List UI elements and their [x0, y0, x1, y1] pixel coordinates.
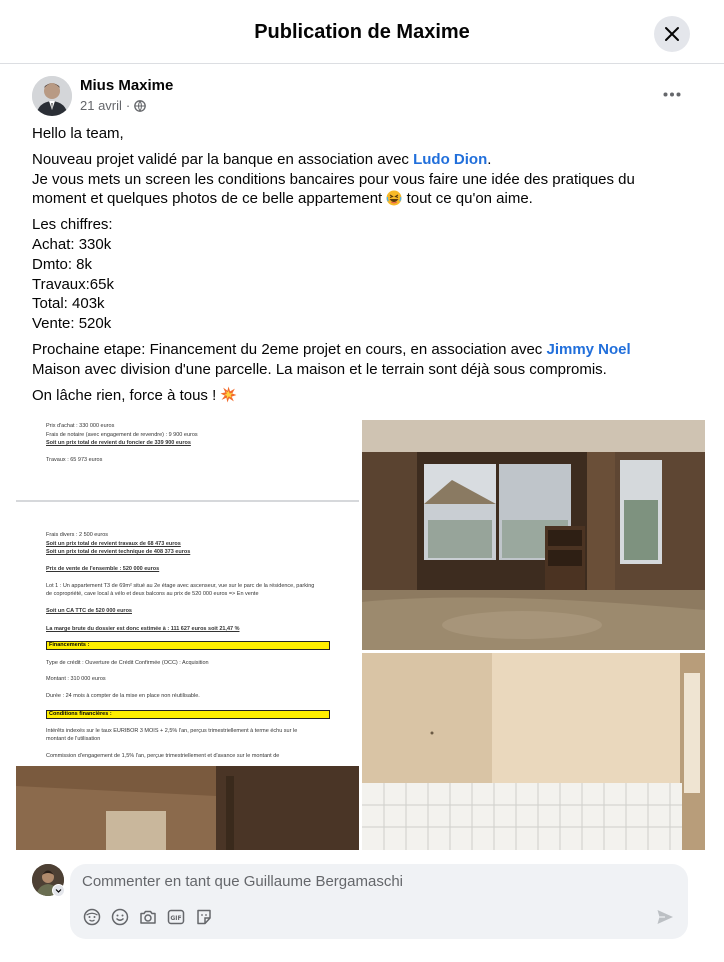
- room-photo-strip: [16, 766, 359, 850]
- commenter-avatar[interactable]: [32, 864, 64, 896]
- figure-item: Vente: 520k: [32, 315, 112, 333]
- figure-item: Total: 403k: [32, 295, 105, 313]
- page-title: Publication de Maxime: [254, 21, 470, 43]
- paragraph-next-step: [32, 340, 692, 380]
- post-meta: [80, 98, 146, 113]
- close-icon: [664, 26, 680, 42]
- gif-icon: [167, 908, 185, 926]
- doc-line: La marge brute du dossier est donc estimée à : 111 627 euros soit 21,47 %: [46, 626, 240, 632]
- doc-line: Intérêts indexés sur le taux EURIBOR 3 MOIS + 2,5% l'an, perçus trimestriellement à terme échu sur le: [46, 728, 298, 734]
- intro-text: Nouveau projet validé par la banque en association avec: [32, 150, 414, 168]
- doc-line: Soit un prix total de revient travaux de 68 473 euros: [46, 541, 181, 547]
- send-icon: [656, 908, 674, 926]
- figure-item: Achat: 330k: [32, 235, 112, 253]
- intro-period: .: [487, 150, 492, 168]
- post-body: [32, 124, 692, 411]
- doc-line: Soit un CA TTC de 520 000 euros: [46, 608, 132, 614]
- emoji-button[interactable]: [110, 907, 129, 926]
- meta-separator: ·: [125, 98, 131, 113]
- living-room-image: [362, 420, 705, 650]
- next-step-text: Prochaine etape: Financement du 2eme projet en cours, en association avec: [32, 340, 547, 358]
- doc-line: Durée : 24 mois à compter de la mise en place non réutilisable.: [46, 693, 200, 699]
- doc-line: Lot 1 : Un appartement T3 de 69m² situé au 2e étage avec ascenseur, vue sur le parc de la résidence, parking: [46, 583, 315, 589]
- doc-line: montant de l'utilisation: [46, 736, 101, 742]
- sticker-icon: [195, 908, 213, 926]
- comment-toolbar: [82, 907, 213, 926]
- photo-living-room[interactable]: [362, 420, 705, 650]
- camera-button[interactable]: [138, 907, 157, 926]
- next-step-line2: Maison avec division d'une parcelle. La maison et le terrain sont déjà sous compromis.: [32, 360, 607, 378]
- mention-jimmy-noel[interactable]: Jimmy Noel: [546, 340, 631, 358]
- doc-line: Montant : 310 000 euros: [46, 676, 106, 682]
- doc-line: Prix de vente de l'ensemble : 520 000 euros: [46, 566, 160, 572]
- avatar-sticker-icon: [83, 908, 101, 926]
- author-name[interactable]: Mius Maxime: [80, 77, 174, 94]
- kitchen-image: [362, 653, 705, 850]
- doc-highlight-financements: Financements :: [46, 641, 330, 650]
- camera-icon: [139, 908, 157, 926]
- doc-line: Prix d'achat : 330 000 euros: [46, 423, 115, 429]
- emoji-icon: [111, 908, 129, 926]
- comment-input[interactable]: Commenter en tant que Guillaume Bergamaschi: [82, 873, 403, 890]
- doc-line: de copropriété, cave local à vélo et deux balcons au prix de 520 000 euros => En vente: [46, 591, 259, 597]
- figure-item: Dmto: 8k: [32, 255, 93, 273]
- laughing-emoji-icon: [386, 190, 402, 206]
- post-date[interactable]: 21 avril: [80, 98, 122, 113]
- avatar-sticker-button[interactable]: [82, 907, 101, 926]
- author-photo: [32, 76, 72, 116]
- author-avatar[interactable]: [32, 76, 72, 116]
- closing-text: On lâche rien, force à tous !: [32, 386, 221, 404]
- doc-line: Soit un prix total de revient du foncier de 339 900 euros: [46, 440, 191, 446]
- intro-line2: Je vous mets un screen les conditions bancaires pour vous faire une idée des pratiques du moment et quelques photos de ce belle appartement: [32, 170, 635, 208]
- doc-highlight-conditions: Conditions financières :: [46, 710, 330, 719]
- doc-line: Frais divers : 2 500 euros: [46, 532, 109, 538]
- paragraph-intro: [32, 150, 692, 209]
- more-options-button[interactable]: [660, 84, 684, 104]
- globe-icon[interactable]: [134, 100, 146, 112]
- doc-line: Travaux : 65 973 euros: [46, 457, 103, 463]
- doc-line: Soit un prix total de revient technique de 408 373 euros: [46, 549, 191, 555]
- figure-item: Travaux:65k: [32, 275, 114, 293]
- intro-end: tout ce qu'on aime.: [402, 190, 533, 208]
- doc-line: Frais de notaire (avec engagement de revendre) : 9 900 euros: [46, 432, 198, 438]
- closing-line: [32, 386, 692, 406]
- svg-text:GIF: GIF: [169, 914, 182, 922]
- gif-button[interactable]: [166, 907, 185, 926]
- dialog-header: [0, 0, 724, 64]
- mention-ludo-dion[interactable]: Ludo Dion: [413, 150, 488, 168]
- photo-bank-document[interactable]: [16, 420, 359, 850]
- photo-grid: [16, 420, 705, 850]
- doc-page-break: [16, 500, 359, 502]
- more-horizontal-icon: [663, 92, 681, 97]
- figures-title: Les chiffres:: [32, 216, 113, 234]
- collision-emoji-icon: [220, 386, 237, 403]
- doc-line: Commission d'engagement de 1,5% l'an, perçue trimestriellement et d'avance sur le montant de: [46, 753, 280, 759]
- comment-composer[interactable]: [70, 864, 688, 939]
- figures-block: [32, 215, 692, 334]
- send-button[interactable]: [656, 908, 674, 926]
- photo-kitchen[interactable]: [362, 653, 705, 850]
- chevron-down-icon[interactable]: [52, 884, 65, 897]
- doc-line: Type de crédit : Ouverture de Crédit Confirmée (OCC) : Acquisition: [46, 660, 209, 666]
- close-button[interactable]: [654, 16, 690, 52]
- sticker-button[interactable]: [194, 907, 213, 926]
- greeting: Hello la team,: [32, 125, 124, 142]
